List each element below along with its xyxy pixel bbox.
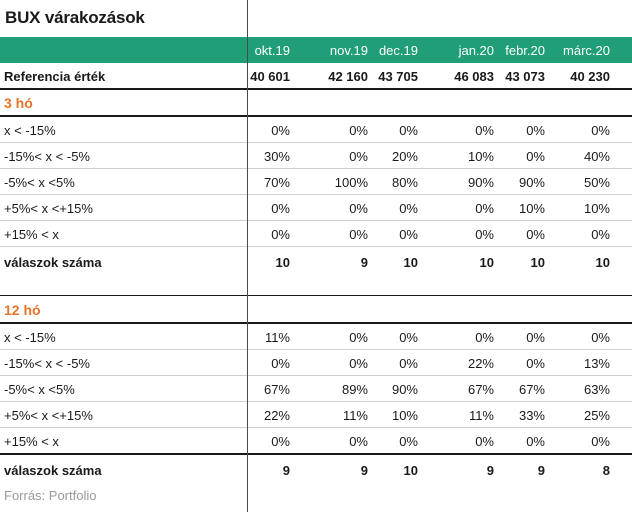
table-cell: 0% <box>526 149 545 164</box>
reference-value: 43 073 <box>505 69 545 84</box>
table-cell: 9 <box>282 463 290 478</box>
table-cell: 0% <box>399 201 418 216</box>
table-cell: 0% <box>349 123 368 138</box>
table-cell: 67% <box>518 382 545 397</box>
table-cell: 10 <box>530 255 545 270</box>
section-title: 12 hó <box>4 302 41 318</box>
table-cell: 0% <box>399 330 418 345</box>
reference-value: 40 601 <box>250 69 290 84</box>
table-cell: 67% <box>263 382 290 397</box>
table-cell: 0% <box>399 123 418 138</box>
table-row <box>0 195 632 221</box>
table-row <box>0 402 632 428</box>
table-cell: 10% <box>583 201 610 216</box>
table-cell: 11% <box>468 408 494 423</box>
table-cell: 0% <box>526 356 545 371</box>
section-header-3-months <box>0 90 632 117</box>
table-cell: 0% <box>526 434 545 449</box>
table-cell: 40% <box>583 149 610 164</box>
table-row <box>0 143 632 169</box>
reference-value: 43 705 <box>378 69 418 84</box>
table-cell: 9 <box>537 463 545 478</box>
table-cell: 10 <box>403 255 418 270</box>
table-cell: 70% <box>263 175 290 190</box>
table-cell: 0% <box>271 434 290 449</box>
table-cell: 10 <box>595 255 610 270</box>
row-label: +15% < x <box>4 434 59 449</box>
table-cell: 0% <box>349 201 368 216</box>
table-cell: 9 <box>360 463 368 478</box>
month-header: dec.19 <box>378 43 418 58</box>
row-label: Referencia érték <box>4 69 106 84</box>
table-cell: 10% <box>391 408 418 423</box>
table-cell: 33% <box>518 408 545 423</box>
table-cell: 25% <box>583 408 610 423</box>
row-label: -15%< x < -5% <box>4 149 90 164</box>
source-note: Forrás: Portfolio <box>4 488 97 503</box>
table-cell: 0% <box>349 330 368 345</box>
table-cell: 10% <box>467 149 494 164</box>
table-cell: 90% <box>391 382 418 397</box>
table-cell: 0% <box>399 227 418 242</box>
table-cell: 22% <box>467 356 494 371</box>
section-title: 3 hó <box>4 95 33 111</box>
table-cell: 10 <box>403 463 418 478</box>
table-cell: 80% <box>391 175 418 190</box>
table-row <box>0 169 632 195</box>
table-cell: 0% <box>526 227 545 242</box>
table-cell: 0% <box>591 434 610 449</box>
row-label: válaszok száma <box>4 255 102 270</box>
table-cell: 63% <box>583 382 610 397</box>
table-cell: 0% <box>399 356 418 371</box>
table-cell: 9 <box>486 463 494 478</box>
table-cell: 0% <box>399 434 418 449</box>
table-cell: 0% <box>271 201 290 216</box>
table-cell: 22% <box>263 408 290 423</box>
table-cell: 10 <box>275 255 290 270</box>
row-label: -15%< x < -5% <box>4 356 90 371</box>
table-cell: 0% <box>475 434 494 449</box>
reference-value: 42 160 <box>328 69 368 84</box>
table-cell: 10% <box>518 201 545 216</box>
table-cell: 50% <box>583 175 610 190</box>
table-cell: 0% <box>591 330 610 345</box>
table-cell: 0% <box>475 123 494 138</box>
table-row <box>0 324 632 350</box>
month-header-band <box>0 37 632 63</box>
reference-value: 46 083 <box>454 69 494 84</box>
table-cell: 90% <box>518 175 545 190</box>
table-cell: 9 <box>360 255 368 270</box>
table-cell: 100% <box>334 175 368 190</box>
table-cell: 89% <box>341 382 368 397</box>
table-cell: 20% <box>391 149 418 164</box>
table-cell: 0% <box>349 356 368 371</box>
table-cell: 0% <box>526 123 545 138</box>
row-label: +5%< x <+15% <box>4 201 93 216</box>
table-cell: 11% <box>264 330 290 345</box>
table-cell: 0% <box>271 227 290 242</box>
row-label: -5%< x <5% <box>4 382 75 397</box>
row-label: x < -15% <box>4 123 56 138</box>
reference-row <box>0 63 632 90</box>
spacer-row <box>0 274 632 296</box>
reference-value: 40 230 <box>570 69 610 84</box>
table-cell: 0% <box>475 201 494 216</box>
month-header: jan.20 <box>458 43 494 58</box>
section-header-12-months <box>0 296 632 324</box>
table-row <box>0 117 632 143</box>
month-header: febr.20 <box>505 43 545 58</box>
table-cell: 0% <box>349 227 368 242</box>
table-cell: 0% <box>475 330 494 345</box>
table-cell: 90% <box>467 175 494 190</box>
row-label: x < -15% <box>4 330 56 345</box>
month-header: nov.19 <box>329 43 368 58</box>
table-cell: 0% <box>475 227 494 242</box>
table-cell: 0% <box>591 227 610 242</box>
table-cell: 67% <box>467 382 494 397</box>
row-label: +15% < x <box>4 227 59 242</box>
month-header: okt.19 <box>254 43 290 58</box>
table-cell: 11% <box>342 408 368 423</box>
row-label: +5%< x <+15% <box>4 408 93 423</box>
row-label: -5%< x <5% <box>4 175 75 190</box>
table-cell: 30% <box>263 149 290 164</box>
table-cell: 0% <box>349 149 368 164</box>
response-count-row <box>0 455 632 482</box>
table-row <box>0 428 632 455</box>
table-row <box>0 350 632 376</box>
table-cell: 13% <box>583 356 610 371</box>
table-cell: 0% <box>271 356 290 371</box>
table-cell: 0% <box>349 434 368 449</box>
column-divider <box>247 0 248 512</box>
table-cell: 8 <box>602 463 610 478</box>
page-title: BUX várakozások <box>5 8 145 27</box>
row-label: válaszok száma <box>4 463 102 478</box>
table-row <box>0 221 632 247</box>
response-count-row <box>0 247 632 274</box>
table-cell: 10 <box>479 255 494 270</box>
table-cell: 0% <box>591 123 610 138</box>
table-cell: 0% <box>526 330 545 345</box>
table-row <box>0 376 632 402</box>
table-cell: 0% <box>271 123 290 138</box>
month-header: márc.20 <box>563 43 610 58</box>
